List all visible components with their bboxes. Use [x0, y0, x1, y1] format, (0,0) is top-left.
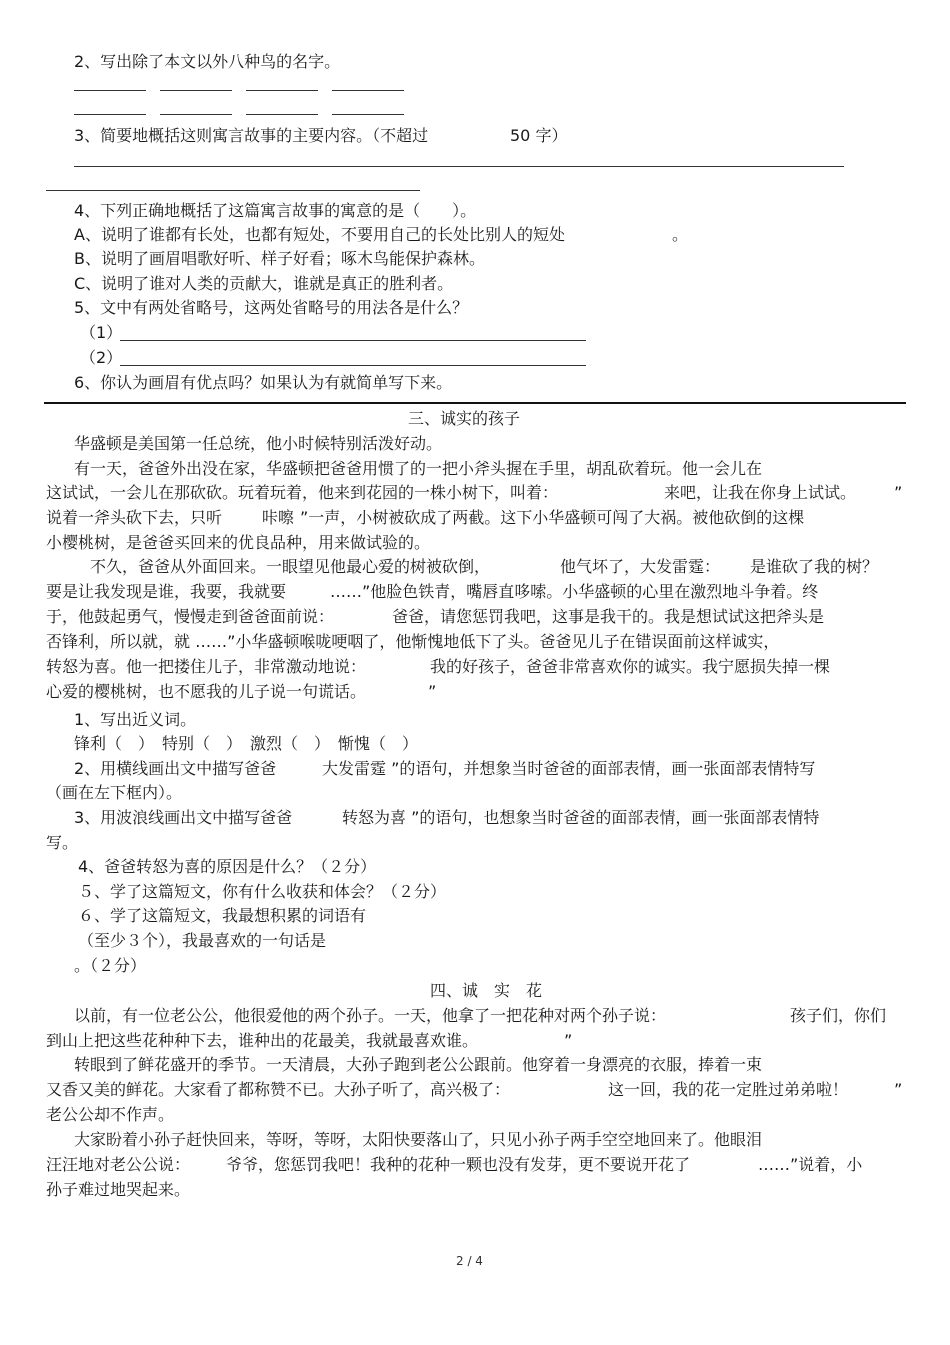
answer-blank[interactable]	[246, 90, 318, 91]
option-a: A、说明了谁都有长处，也都有短处，不要用自己的长处比别人的短处	[74, 225, 565, 244]
question-5-part-1: （1）	[80, 323, 123, 342]
paragraph-line: 汪汪地对老公公说：	[46, 1155, 191, 1174]
question-6: ６、学了这篇短文，我最想积累的词语有	[78, 906, 367, 925]
answer-blank[interactable]	[74, 90, 146, 91]
question-3: 3、用波浪线画出文中描写爸爸	[74, 808, 293, 827]
paragraph-line: 不久，爸爸从外面回来。一眼望见他最心爱的树被砍倒，	[90, 557, 491, 576]
paragraph-line: 转眼到了鲜花盛开的季节。一天清晨，大孙子跑到老公公跟前。他穿着一身漂亮的衣服，捧着一束	[74, 1055, 763, 1074]
section-divider	[44, 402, 906, 404]
paragraph-line: 我的好孩子，爸爸非常喜欢你的诚实。我宁愿损失掉一棵	[430, 657, 831, 676]
paragraph-line: 到山上把这些花种种下去，谁种出的花最美，我就最喜欢谁。	[46, 1031, 479, 1050]
paragraph-line: ”	[564, 1031, 573, 1050]
paragraph-line: 孩子们，你们	[790, 1006, 887, 1025]
question-4: 4、爸爸转怒为喜的原因是什么？（２分）	[78, 857, 377, 876]
question-6-cont: 。（２分）	[74, 956, 147, 975]
option-c: C、说明了谁对人类的贡献大，谁就是真正的胜利者。	[74, 274, 454, 293]
paragraph-line: 要是让我发现是谁，我要，我就要	[46, 582, 287, 601]
question-5: 5、文中有两处省略号，这两处省略号的用法各是什么？	[74, 298, 469, 317]
answer-blank[interactable]	[160, 114, 232, 115]
answer-blank[interactable]	[160, 90, 232, 91]
synonym-words: 锋利（ ） 特别（ ） 激烈（ ） 惭愧（ ）	[74, 734, 419, 753]
paragraph-line: 孙子难过地哭起来。	[46, 1180, 191, 1199]
paragraph-line: 这试试，一会儿在那砍砍。玩着玩着，他来到花园的一株小树下，叫着：	[46, 483, 559, 502]
question-2-cont: 大发雷霆 ”的语句，并想象当时爸爸的面部表情，画一张面部表情特写	[322, 759, 816, 778]
paragraph-line: ”一声，小树被砍成了两截。这下小华盛顿可闯了大祸。被他砍倒的这棵	[300, 508, 805, 527]
paragraph-line: 于，他鼓起勇气，慢慢走到爸爸面前说：	[46, 607, 335, 626]
paragraph-line: 爷爷，您惩罚我吧！我种的花种一颗也没有发芽，更不要说开花了	[226, 1155, 691, 1174]
question-2: 2、写出除了本文以外八种鸟的名字。	[74, 52, 341, 71]
paragraph-line: 又香又美的鲜花。大家看了都称赞不已。大孙子听了，高兴极了：	[46, 1080, 511, 1099]
question-3-cont: 写。	[46, 833, 79, 852]
section-3-title: 三、诚实的孩子	[408, 409, 521, 428]
paragraph-line: 是谁砍了我的树？	[750, 557, 879, 576]
paragraph-line: 这一回，我的花一定胜过弟弟啦！	[608, 1080, 849, 1099]
paragraph-line: 他气坏了，大发雷霆：	[560, 557, 721, 576]
answer-blank[interactable]	[246, 114, 318, 115]
option-a-end: 。	[672, 225, 689, 244]
paragraph-line: 来吧，让我在你身上试试。	[664, 483, 857, 502]
option-b: B、说明了画眉唱歌好听、样子好看；啄木鸟能保护森林。	[74, 249, 485, 268]
paragraph-line: ……”说着，小	[758, 1155, 863, 1174]
paragraph-line: ”	[894, 483, 903, 502]
paragraph-line: ”	[894, 1080, 903, 1099]
answer-blank[interactable]	[332, 114, 404, 115]
paragraph-line: 老公公却不作声。	[46, 1105, 175, 1124]
paragraph-line: 大家盼着小孙子赶快回来，等呀，等呀，太阳快要落山了，只见小孙子两手空空地回来了。他眼泪	[74, 1130, 763, 1149]
answer-line[interactable]	[120, 365, 586, 366]
paragraph-line: 小樱桃树，是爸爸买回来的优良品种，用来做试验的。	[46, 533, 431, 552]
question-6-cont: （至少３个），我最喜欢的一句话是	[78, 931, 327, 950]
answer-line[interactable]	[120, 340, 586, 341]
question-1: 1、写出近义词。	[74, 710, 197, 729]
question-6: 6、你认为画眉有优点吗？如果认为有就简单写下来。	[74, 373, 453, 392]
question-3-cont: 转怒为喜 ”的语句，也想象当时爸爸的面部表情，画一张面部表情特	[342, 808, 820, 827]
answer-blank[interactable]	[74, 114, 146, 115]
question-2: 2、用横线画出文中描写爸爸	[74, 759, 277, 778]
paragraph-line: 以前，有一位老公公，他很爱他的两个孙子。一天，他拿了一把花种对两个孙子说：	[74, 1006, 667, 1025]
answer-line[interactable]	[74, 166, 844, 167]
answer-blank[interactable]	[332, 90, 404, 91]
paragraph-line: ……”他脸色铁青，嘴唇直哆嗦。小华盛顿的心里在激烈地斗争着。终	[330, 582, 819, 601]
paragraph-line: 转怒为喜。他一把搂住儿子，非常激动地说：	[46, 657, 367, 676]
question-5: ５、学了这篇短文，你有什么收获和体会？（２分）	[78, 882, 447, 901]
question-3: 3、简要地概括这则寓言故事的主要内容。（不超过	[74, 126, 429, 145]
paragraph-line: 心爱的樱桃树，也不愿我的儿子说一句谎话。	[46, 682, 367, 701]
question-2-cont: （画在左下框内）。	[46, 783, 183, 802]
paragraph-line: 咔嚓	[262, 508, 295, 527]
paragraph-line: 爸爸，请您惩罚我吧，这事是我干的。我是想试试这把斧头是	[392, 607, 825, 626]
page-number: 2 / 4	[456, 1254, 483, 1268]
question-4: 4、下列正确地概括了这篇寓言故事的寓意的是（ ）。	[74, 201, 477, 220]
question-5-part-2: （2）	[80, 348, 123, 367]
paragraph-line: 华盛顿是美国第一任总统，他小时候特别活泼好动。	[74, 434, 443, 453]
answer-line[interactable]	[46, 190, 420, 191]
paragraph-line: ”	[428, 682, 437, 701]
question-3-limit: 50 字）	[510, 126, 568, 145]
paragraph-line: 否锋利，所以就，就 ……”小华盛顿喉咙哽咽了，他惭愧地低下了头。爸爸见儿子在错误面前这样诚实，	[46, 632, 780, 651]
paragraph-line: 说着一斧头砍下去，只听	[46, 508, 223, 527]
section-4-title: 四、诚 实 花	[430, 981, 543, 1000]
paragraph-line: 有一天，爸爸外出没在家，华盛顿把爸爸用惯了的一把小斧头握在手里，胡乱砍着玩。他一会儿在	[74, 459, 763, 478]
